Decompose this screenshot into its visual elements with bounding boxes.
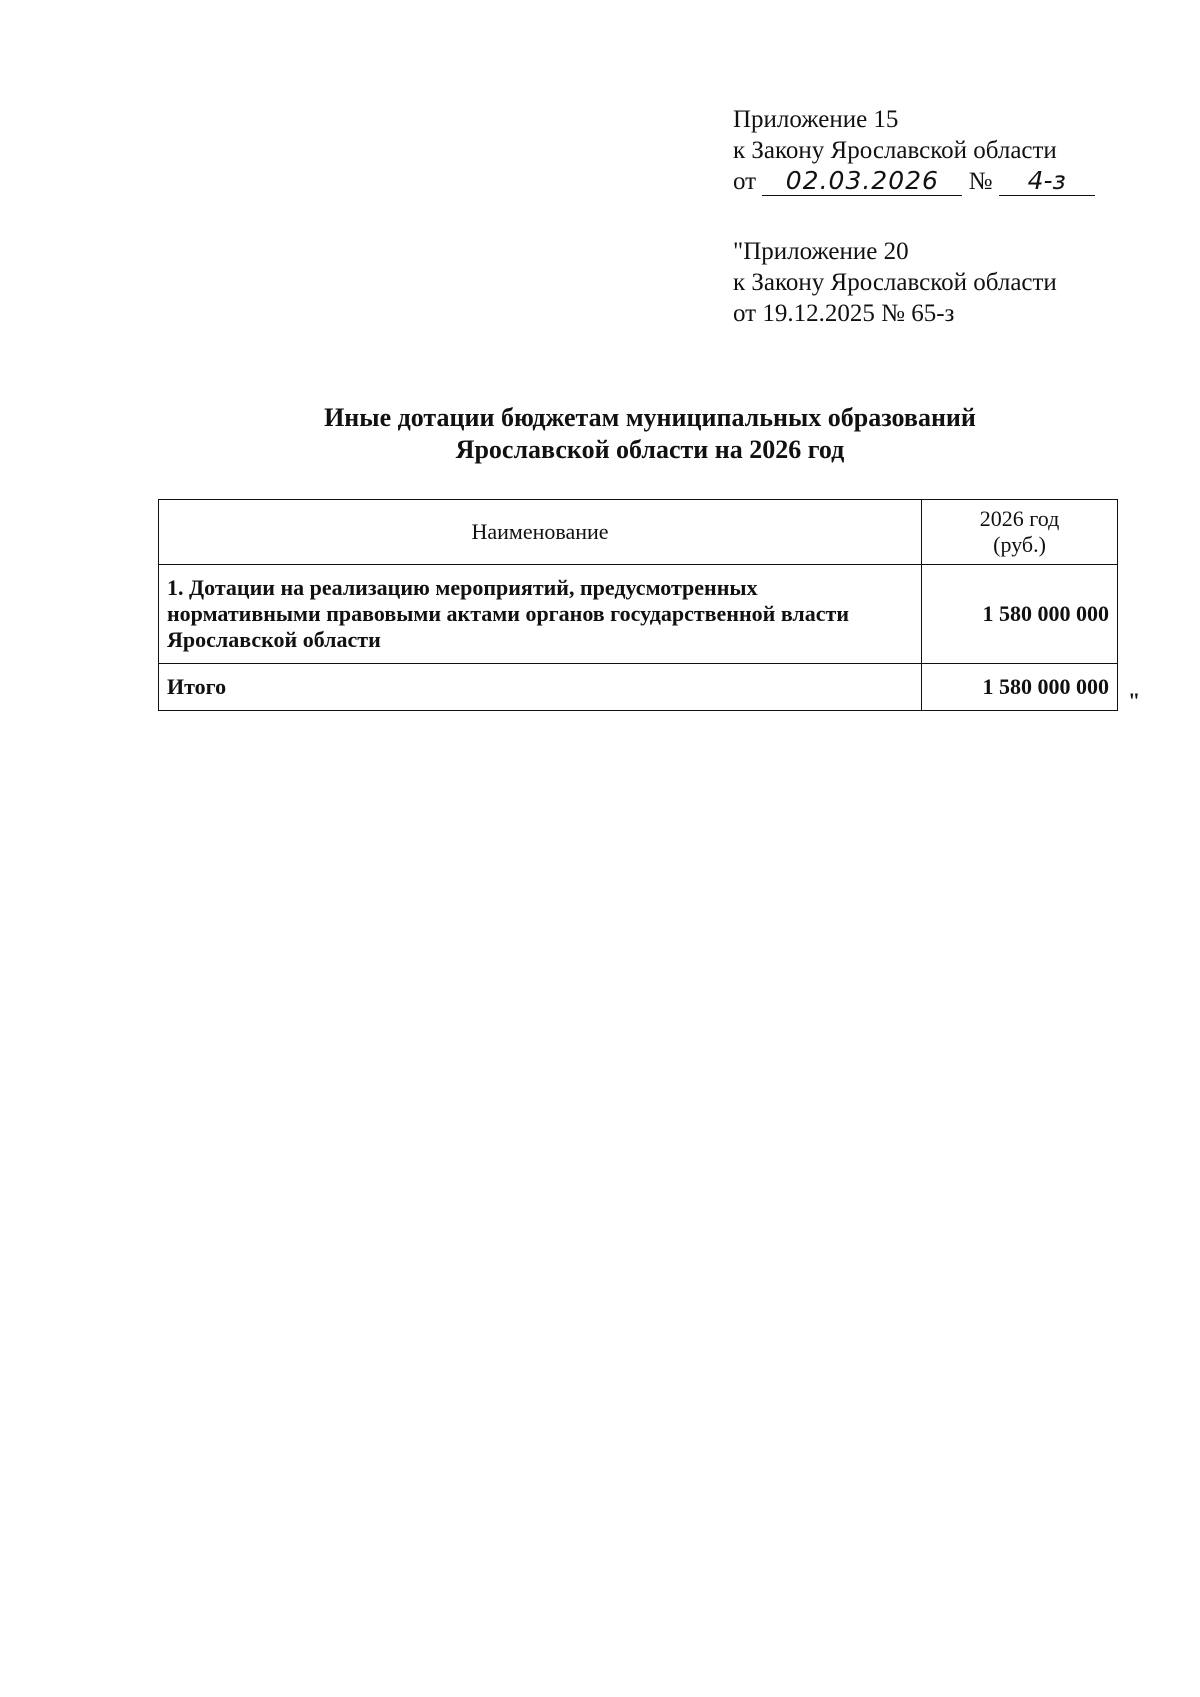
- attachment-law-ref: к Закону Ярославской области: [733, 137, 1057, 164]
- title-line-1: Иные дотации бюджетам муниципальных образований: [324, 403, 976, 432]
- header-year-label: 2026 год: [979, 506, 1060, 531]
- subsidies-table: [158, 499, 1118, 711]
- closing-quote: ": [1128, 688, 1141, 713]
- handwritten-number: 4-з: [999, 167, 1095, 196]
- attachment-block-current: [733, 104, 1095, 197]
- attachment-block-amended: [733, 236, 1057, 329]
- total-amount: 1 580 000 000: [922, 664, 1118, 711]
- header-unit: (руб.): [993, 532, 1046, 557]
- row-amount: 1 580 000 000: [922, 565, 1118, 664]
- attachment-number: Приложение 15: [733, 106, 899, 133]
- amended-law-ref: к Закону Ярославской области: [733, 269, 1057, 296]
- amended-attachment-number: "Приложение 20: [733, 238, 909, 265]
- number-label: №: [968, 168, 993, 195]
- date-prefix: от: [733, 168, 757, 195]
- header-year: [922, 500, 1118, 565]
- total-label: Итого: [159, 664, 922, 711]
- handwritten-date: 02.03.2026: [762, 167, 962, 196]
- table-header-row: [159, 500, 1118, 565]
- document-title: [150, 402, 1150, 466]
- attachment-date-line: [733, 166, 1095, 197]
- table-total-row: [159, 664, 1118, 711]
- header-name: Наименование: [159, 500, 922, 565]
- table-row: [159, 565, 1118, 664]
- title-line-2: Ярославской области на 2026 год: [455, 435, 845, 464]
- amended-law-date: от 19.12.2025 № 65-з: [733, 300, 955, 327]
- row-name: 1. Дотации на реализацию мероприятий, предусмотренных нормативными правовыми актами органов государственной власти Ярославской области: [159, 565, 922, 664]
